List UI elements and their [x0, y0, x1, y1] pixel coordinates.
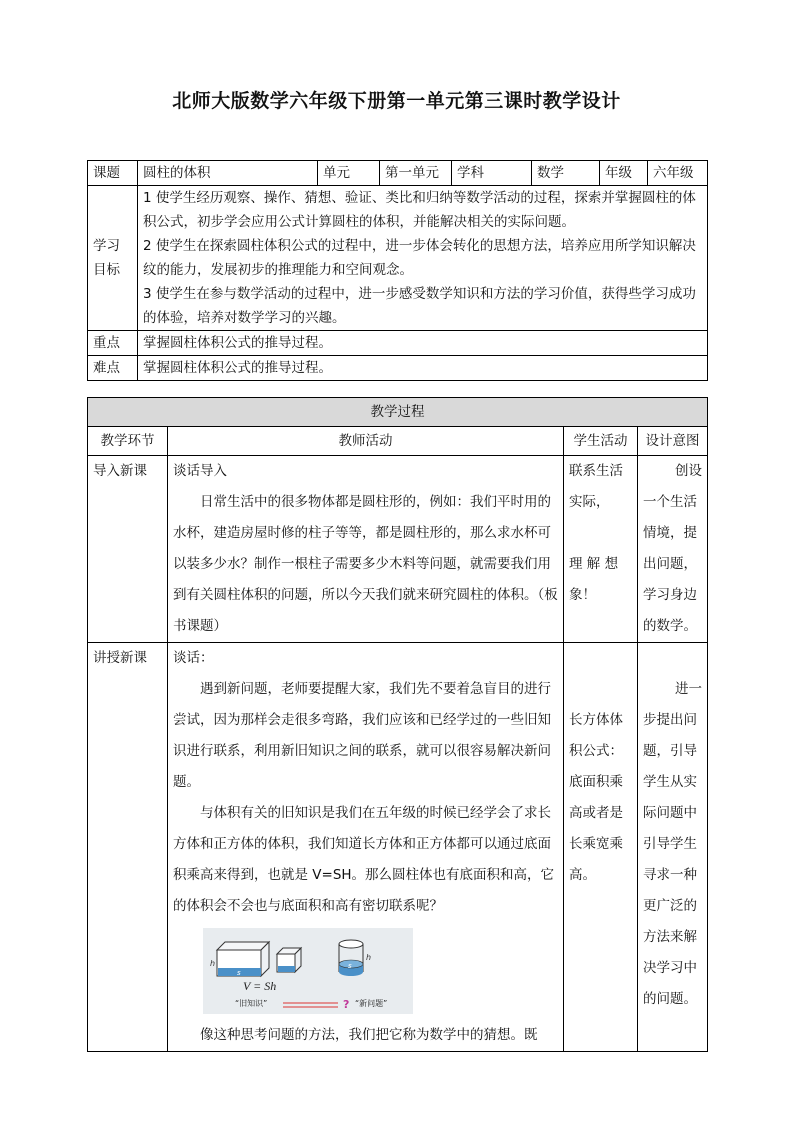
- teacher-paragraph: 与体积有关的旧知识是我们在五年级的时候已经学会了求长方体和正方体的体积，我们知道长方体和正方体都可以通过底面积乘高来得到，也就是 V=SH。那么圆柱体也有底面积和高，它的体积会不会也与底面积和高有密切联系呢？: [173, 805, 555, 914]
- column-header: 学生活动: [564, 427, 638, 456]
- process-columns-row: [88, 427, 708, 456]
- volume-diagram: [203, 928, 413, 1014]
- objectives-content: [138, 186, 708, 331]
- unit-value: 第一单元: [380, 161, 452, 186]
- teacher-paragraph: 像这种思考问题的方法，我们把它称为数学中的猜想。既: [200, 1027, 538, 1043]
- svg-text:s: s: [348, 962, 352, 970]
- teacher-activity: [168, 456, 564, 643]
- column-header: 教学环节: [88, 427, 168, 456]
- teacher-activity: [168, 643, 564, 1052]
- difficult-point-label: 难点: [88, 356, 138, 381]
- column-header: 教师活动: [168, 427, 564, 456]
- document-title: 北师大版数学六年级下册第一单元第三课时教学设计: [172, 90, 621, 112]
- process-row-intro: [88, 456, 708, 643]
- svg-text:h: h: [366, 953, 372, 962]
- old-knowledge-label: “旧知识”: [235, 999, 268, 1008]
- key-point-row: [88, 331, 708, 356]
- info-row: [88, 161, 708, 186]
- student-activity: 联系生活 实际， 理 解 想 象！: [564, 456, 638, 643]
- unit-label: 单元: [318, 161, 380, 186]
- process-heading-row: [88, 398, 708, 427]
- new-problem-label: “新问题”: [355, 999, 388, 1008]
- key-point-value: 掌握圆柱体积公式的推导过程。: [138, 331, 708, 356]
- difficult-point-row: [88, 356, 708, 381]
- info-table: [87, 160, 708, 381]
- student-activity: 长方体体 积公式： 底面积乘 高或者是 长乘宽乘 高。: [564, 643, 638, 1052]
- design-intent: 进一 步提出问 题，引导 学生从实 际问题中 引导学生 寻求一种 更广泛的 方法来解 决学习中 的问题。: [638, 643, 708, 1052]
- formula-label: V = Sh: [243, 979, 277, 993]
- objectives-row: [88, 186, 708, 331]
- teacher-paragraph: 日常生活中的很多物体都是圆柱形的，例如：我们平时用的水杯，建造房屋时修的柱子等等，都是圆柱形的，那么求水杯可以装多少水？制作一根柱子需要多少木料等问题，就需要我们用到有关圆柱体积的问题，所以今天我们就来研究圆柱的体积。（板书课题）: [173, 494, 558, 634]
- process-row-new-lesson: [88, 643, 708, 1052]
- grade-label: 年级: [600, 161, 648, 186]
- grade-value: 六年级: [648, 161, 708, 186]
- question-mark: ?: [343, 998, 350, 1011]
- process-heading: 教学过程: [88, 398, 708, 427]
- teacher-paragraph: 遇到新问题，老师要提醒大家，我们先不要着急盲目的进行尝试，因为那样会走很多弯路，我们应该和已经学过的一些旧知识进行联系，利用新旧知识之间的联系，就可以很容易解决新问题。: [173, 681, 551, 790]
- s-label: s: [237, 969, 241, 977]
- column-header: 设计意图: [638, 427, 708, 456]
- subject-label: 学科: [452, 161, 532, 186]
- teacher-intro: 谈话导入: [173, 463, 227, 479]
- h-label: h: [210, 959, 216, 968]
- solids-illustration: [203, 928, 413, 1014]
- design-intent: 创设 一个生活 情境，提 出问题， 学习身边 的数学。: [638, 456, 708, 643]
- objective-item: 1 使学生经历观察、操作、猜想、验证、类比和归纳等数学活动的过程，探索并掌握圆柱的体积公式，初步学会应用公式计算圆柱的体积，并能解决相关的实际问题。: [143, 190, 696, 230]
- objective-item: 3 使学生在参与数学活动的过程中，进一步感受数学知识和方法的学习价值，获得些学习成功的体验，培养对数学学习的兴趣。: [143, 286, 696, 326]
- teacher-intro: 谈话：: [173, 650, 214, 666]
- difficult-point-value: 掌握圆柱体积公式的推导过程。: [138, 356, 708, 381]
- objectives-label: 学习 目标: [88, 186, 138, 331]
- stage-label: 导入新课: [88, 456, 168, 643]
- subject-value: 数学: [532, 161, 600, 186]
- topic-label: 课题: [88, 161, 138, 186]
- objective-item: 2 使学生在探索圆柱体积公式的过程中，进一步体会转化的思想方法，培养应用所学知识解决纹的能力，发展初步的推理能力和空间观念。: [143, 238, 696, 278]
- stage-label: 讲授新课: [88, 643, 168, 1052]
- topic-value: 圆柱的体积: [138, 161, 318, 186]
- key-point-label: 重点: [88, 331, 138, 356]
- process-table: [87, 397, 708, 1052]
